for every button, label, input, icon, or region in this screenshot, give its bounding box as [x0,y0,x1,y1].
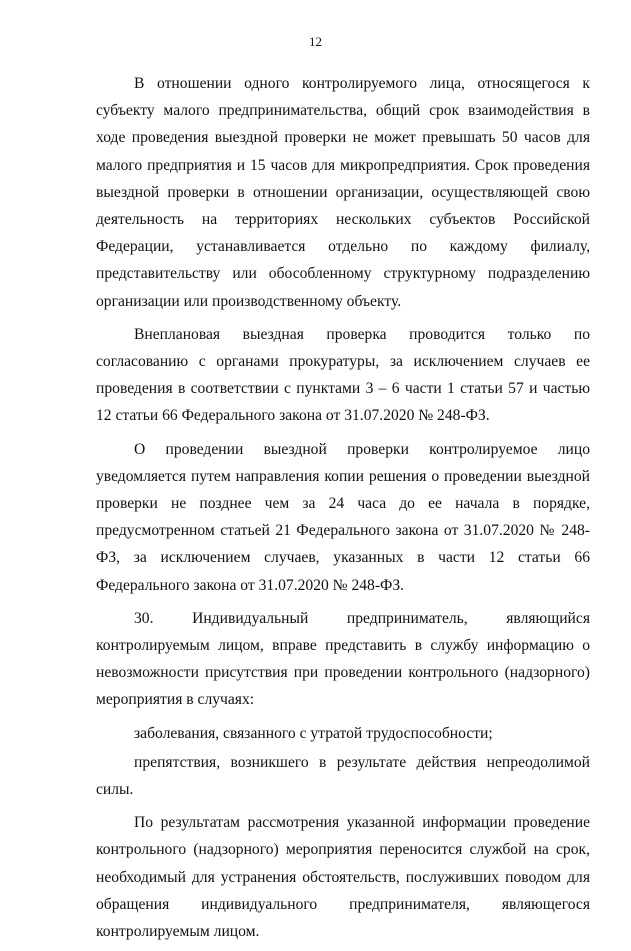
page-number: 12 [309,34,322,49]
paragraph-unscheduled-inspection: Внеплановая выездная проверка проводится только по согласованию с органами прокуратуры, за исключением случаев ее проведения в соответствии с пунктами 3 – 6 части 1 статьи 57 и частью 12 статьи 66 Федерального закона от 31.07.2020 № 248-ФЗ. [96,325,590,425]
list-item-force-majeure: препятствия, возникшего в результате действия непреодолимой силы. [96,753,590,799]
paragraph-item-30: 30. Индивидуальный предприниматель, являющийся контролируемым лицом, вправе представить в службу информацию о невозможности присутствия при проведении контрольного (надзорного) мероприятия в случаях: [96,609,590,709]
paragraph-small-business-inspection-term: В отношении одного контролируемого лица, относящегося к субъекту малого предпринимательства, общий срок взаимодействия в ходе проведения выездной проверки не может превышать 50 часов для малого предприятия и 15 часов для микропредприятия. Срок проведения выездной проверки в отношении организации, осуществляющей свою деятельность на территориях нескольких субъектов Российской Федерации, устанавливается отдельно по каждому филиалу, представительству или обособленному структурному подразделению организации или производственному объекту. [96,75,590,310]
list-item-illness: заболевания, связанного с утратой трудоспособности; [134,724,493,742]
document-body [96,70,590,951]
paragraph-inspection-notification: О проведении выездной проверки контролируемое лицо уведомляется путем направления копии решения о проведении выездной проверки не позднее чем за 24 часа до ее начала в порядке, предусмотренном статьей 21 Федерального закона от 31.07.2020 № 248-ФЗ, за исключением случаев, указанных в части 12 статьи 66 Федерального закона от 31.07.2020 № 248-ФЗ. [96,440,590,594]
paragraph-postponement: По результатам рассмотрения указанной информации проведение контрольного (надзорного) мероприятия переносится службой на срок, необходимый для устранения обстоятельств, послуживших поводом для обращения индивидуального предпринимателя, являющегося контролируемым лицом. [96,814,590,941]
